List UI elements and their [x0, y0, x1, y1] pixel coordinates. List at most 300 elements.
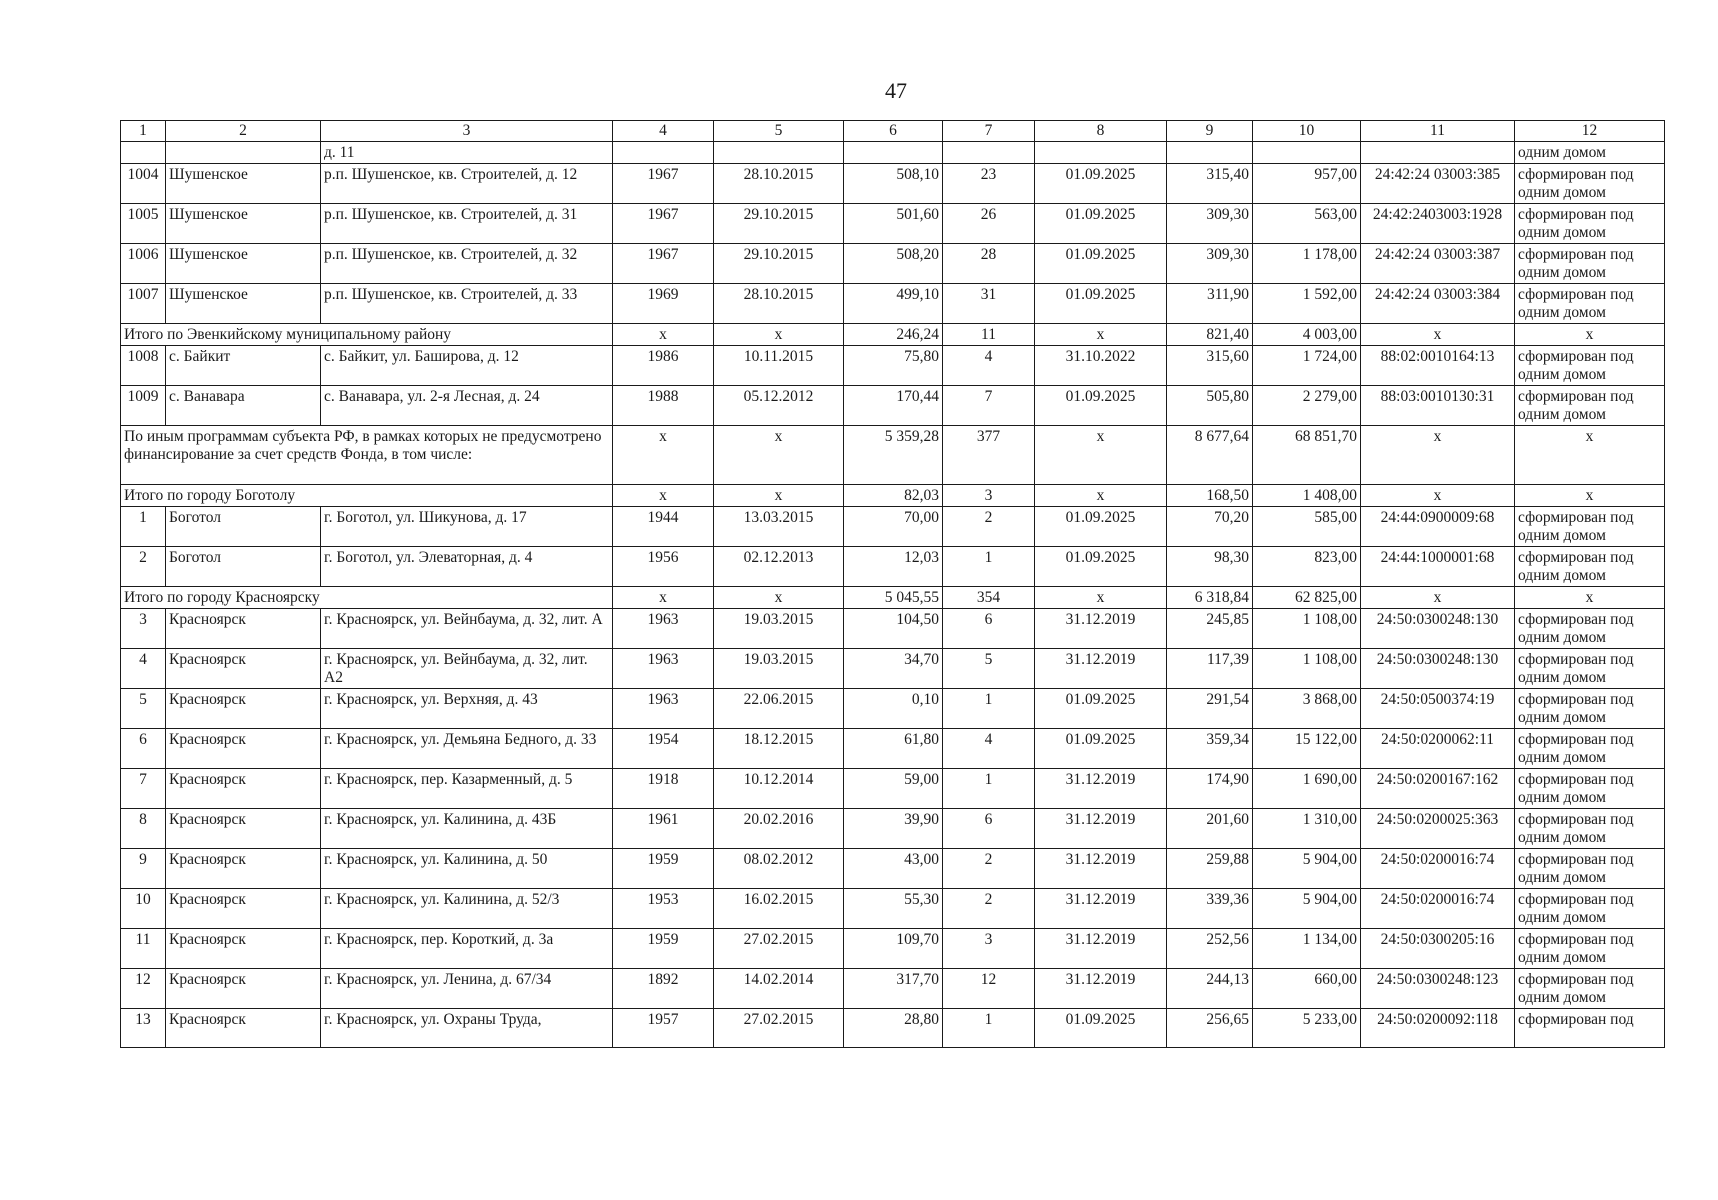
table-cell: 59,00 — [844, 769, 943, 809]
table-cell: 29.10.2015 — [714, 244, 844, 284]
table-cell: 01.09.2025 — [1035, 164, 1167, 204]
table-cell: сформирован под одним домом — [1515, 284, 1665, 324]
table-cell: 02.12.2013 — [714, 547, 844, 587]
table-cell: 01.09.2025 — [1035, 204, 1167, 244]
table-cell: 174,90 — [1167, 769, 1253, 809]
subtotal-cell: 5 045,55 — [844, 587, 943, 609]
table-cell: 3 — [121, 609, 166, 649]
housing-register-table — [120, 120, 1665, 1048]
table-cell: 75,80 — [844, 346, 943, 386]
table-cell: сформирован под одним домом — [1515, 689, 1665, 729]
table-cell: г. Красноярск, ул. Ленина, д. 67/34 — [321, 969, 613, 1009]
table-cell — [1035, 142, 1167, 164]
table-cell: Красноярск — [166, 649, 321, 689]
table-cell: г. Красноярск, ул. Калинина, д. 50 — [321, 849, 613, 889]
subtotal-cell: 5 359,28 — [844, 426, 943, 485]
table-cell: сформирован под одним домом — [1515, 244, 1665, 284]
subtotal-cell: x — [1035, 485, 1167, 507]
column-number-header: 8 — [1035, 121, 1167, 142]
table-cell: г. Боготол, ул. Элеваторная, д. 4 — [321, 547, 613, 587]
table-cell: 501,60 — [844, 204, 943, 244]
table-cell: 26 — [943, 204, 1035, 244]
table-cell: 1004 — [121, 164, 166, 204]
table-cell — [943, 142, 1035, 164]
table-cell: д. 11 — [321, 142, 613, 164]
table-cell: сформирован под одним домом — [1515, 729, 1665, 769]
table-cell: 23 — [943, 164, 1035, 204]
table-cell: 7 — [121, 769, 166, 809]
table-row — [121, 164, 1665, 204]
table-cell: 05.12.2012 — [714, 386, 844, 426]
table-row — [121, 609, 1665, 649]
table-cell: г. Красноярск, пер. Короткий, д. 3а — [321, 929, 613, 969]
table-cell: 01.09.2025 — [1035, 1009, 1167, 1048]
table-cell: Красноярск — [166, 849, 321, 889]
table-cell: 18.12.2015 — [714, 729, 844, 769]
table-cell: 1988 — [613, 386, 714, 426]
subtotal-cell: 8 677,64 — [1167, 426, 1253, 485]
table-cell: 1944 — [613, 507, 714, 547]
table-cell: 8 — [121, 809, 166, 849]
table-cell: 24:44:0900009:68 — [1361, 507, 1515, 547]
table-cell: 31.12.2019 — [1035, 969, 1167, 1009]
table-cell: 27.02.2015 — [714, 1009, 844, 1048]
table-cell: 1 — [943, 689, 1035, 729]
subtotal-cell: x — [714, 426, 844, 485]
table-cell: 31.12.2019 — [1035, 649, 1167, 689]
table-cell: 3 868,00 — [1253, 689, 1361, 729]
table-cell: 28,80 — [844, 1009, 943, 1048]
table-cell: 24:42:24 03003:385 — [1361, 164, 1515, 204]
table-cell: 31 — [943, 284, 1035, 324]
subtotal-cell: 82,03 — [844, 485, 943, 507]
column-number-header: 4 — [613, 121, 714, 142]
subtotal-cell: x — [613, 426, 714, 485]
table-cell: 01.09.2025 — [1035, 689, 1167, 729]
table-cell: 1 — [943, 547, 1035, 587]
table-cell: сформирован под одним домом — [1515, 769, 1665, 809]
table-cell: 12,03 — [844, 547, 943, 587]
table-cell: 505,80 — [1167, 386, 1253, 426]
table-cell: 259,88 — [1167, 849, 1253, 889]
table-cell: 15 122,00 — [1253, 729, 1361, 769]
table-cell: 1967 — [613, 164, 714, 204]
subtotal-cell: 3 — [943, 485, 1035, 507]
table-cell: 1 310,00 — [1253, 809, 1361, 849]
table-cell: 70,00 — [844, 507, 943, 547]
column-number-header: 10 — [1253, 121, 1361, 142]
table-cell: 2 — [121, 547, 166, 587]
table-cell: 13.03.2015 — [714, 507, 844, 547]
table-cell: сформирован под одним домом — [1515, 849, 1665, 889]
table-row — [121, 386, 1665, 426]
table-cell — [844, 142, 943, 164]
table-cell: сформирован под одним домом — [1515, 969, 1665, 1009]
table-cell: сформирован под одним домом — [1515, 809, 1665, 849]
table-cell: 1009 — [121, 386, 166, 426]
table-cell: 61,80 — [844, 729, 943, 769]
table-cell: 31.10.2022 — [1035, 346, 1167, 386]
table-cell: г. Боготол, ул. Шикунова, д. 17 — [321, 507, 613, 547]
header-row — [121, 121, 1665, 142]
subtotal-cell: x — [1035, 587, 1167, 609]
table-cell: г. Красноярск, пер. Казарменный, д. 5 — [321, 769, 613, 809]
table-cell: 6 — [121, 729, 166, 769]
table-cell: 5 904,00 — [1253, 889, 1361, 929]
table-cell: 5 904,00 — [1253, 849, 1361, 889]
table-row — [121, 142, 1665, 164]
table-cell: г. Красноярск, ул. Демьяна Бедного, д. 33 — [321, 729, 613, 769]
table-cell: Красноярск — [166, 889, 321, 929]
table-cell: 28.10.2015 — [714, 164, 844, 204]
table-cell: 24:50:0200025:363 — [1361, 809, 1515, 849]
table-cell: 20.02.2016 — [714, 809, 844, 849]
table-cell: 14.02.2014 — [714, 969, 844, 1009]
table-cell: 88:02:0010164:13 — [1361, 346, 1515, 386]
table-cell: 309,30 — [1167, 204, 1253, 244]
table-cell: с. Байкит — [166, 346, 321, 386]
table-cell: сформирован под одним домом — [1515, 889, 1665, 929]
table-cell: 244,13 — [1167, 969, 1253, 1009]
subtotal-cell: x — [1361, 426, 1515, 485]
table-cell: 10.11.2015 — [714, 346, 844, 386]
table-cell: 31.12.2019 — [1035, 769, 1167, 809]
table-cell: 1 — [943, 769, 1035, 809]
table-cell: 39,90 — [844, 809, 943, 849]
table-cell: 5 — [121, 689, 166, 729]
table-cell: 28.10.2015 — [714, 284, 844, 324]
table-cell: 256,65 — [1167, 1009, 1253, 1048]
table-cell: Красноярск — [166, 1009, 321, 1048]
table-cell: 170,44 — [844, 386, 943, 426]
table-cell: Красноярск — [166, 689, 321, 729]
table-cell: 24:42:24 03003:384 — [1361, 284, 1515, 324]
table-cell: 88:03:0010130:31 — [1361, 386, 1515, 426]
table-cell: р.п. Шушенское, кв. Строителей, д. 31 — [321, 204, 613, 244]
table-cell: 2 — [943, 849, 1035, 889]
table-cell: 1961 — [613, 809, 714, 849]
table-cell: сформирован под одним домом — [1515, 929, 1665, 969]
table-row — [121, 649, 1665, 689]
table-cell: 1005 — [121, 204, 166, 244]
table-cell: 499,10 — [844, 284, 943, 324]
table-cell: Шушенское — [166, 244, 321, 284]
table-cell: Шушенское — [166, 284, 321, 324]
table-cell: 01.09.2025 — [1035, 284, 1167, 324]
subtotal-label: Итого по городу Красноярску — [121, 587, 613, 609]
table-cell — [714, 142, 844, 164]
subtotal-cell: 354 — [943, 587, 1035, 609]
table-cell: 4 — [943, 346, 1035, 386]
table-cell: г. Красноярск, ул. Охраны Труда, — [321, 1009, 613, 1048]
subtotal-row — [121, 485, 1665, 507]
table-cell: 585,00 — [1253, 507, 1361, 547]
table-cell: 1008 — [121, 346, 166, 386]
table-cell: 70,20 — [1167, 507, 1253, 547]
table-cell: 2 — [943, 889, 1035, 929]
subtotal-cell: x — [613, 587, 714, 609]
subtotal-cell: 1 408,00 — [1253, 485, 1361, 507]
table-row — [121, 729, 1665, 769]
table-cell: 27.02.2015 — [714, 929, 844, 969]
table-cell: р.п. Шушенское, кв. Строителей, д. 12 — [321, 164, 613, 204]
table-row — [121, 346, 1665, 386]
table-cell: 01.09.2025 — [1035, 547, 1167, 587]
table-cell: 24:50:0200062:11 — [1361, 729, 1515, 769]
table-cell: Красноярск — [166, 769, 321, 809]
table-cell: 01.09.2025 — [1035, 386, 1167, 426]
subtotal-cell: x — [1035, 426, 1167, 485]
table-cell: 24:50:0200092:118 — [1361, 1009, 1515, 1048]
subtotal-cell: 6 318,84 — [1167, 587, 1253, 609]
table-cell: р.п. Шушенское, кв. Строителей, д. 33 — [321, 284, 613, 324]
table-cell: 508,10 — [844, 164, 943, 204]
table-cell: 19.03.2015 — [714, 609, 844, 649]
column-number-header: 1 — [121, 121, 166, 142]
table-cell: 359,34 — [1167, 729, 1253, 769]
table-cell: с. Ванавара — [166, 386, 321, 426]
table-cell: 1 178,00 — [1253, 244, 1361, 284]
table-cell: 1969 — [613, 284, 714, 324]
table-cell: 245,85 — [1167, 609, 1253, 649]
table-cell: 24:50:0200016:74 — [1361, 849, 1515, 889]
table-cell: 5 — [943, 649, 1035, 689]
subtotal-cell: 377 — [943, 426, 1035, 485]
subtotal-cell: x — [1035, 324, 1167, 346]
table-cell: 24:50:0200016:74 — [1361, 889, 1515, 929]
table-cell: 08.02.2012 — [714, 849, 844, 889]
table-row — [121, 689, 1665, 729]
table-cell: 1963 — [613, 649, 714, 689]
table-cell: 1006 — [121, 244, 166, 284]
table-cell: 6 — [943, 809, 1035, 849]
table-cell: 957,00 — [1253, 164, 1361, 204]
table-cell: 309,30 — [1167, 244, 1253, 284]
table-row — [121, 929, 1665, 969]
subtotal-cell: x — [714, 485, 844, 507]
subtotal-cell: x — [1361, 587, 1515, 609]
table-cell: 1 108,00 — [1253, 609, 1361, 649]
subtotal-cell: 821,40 — [1167, 324, 1253, 346]
table-cell: 117,39 — [1167, 649, 1253, 689]
subtotal-cell: 168,50 — [1167, 485, 1253, 507]
subtotal-row — [121, 587, 1665, 609]
table-cell: 16.02.2015 — [714, 889, 844, 929]
table-cell: 1959 — [613, 929, 714, 969]
column-number-header: 6 — [844, 121, 943, 142]
table-cell: 01.09.2025 — [1035, 729, 1167, 769]
table-cell: 1892 — [613, 969, 714, 1009]
table-cell: 22.06.2015 — [714, 689, 844, 729]
table-cell: 31.12.2019 — [1035, 809, 1167, 849]
table-cell: 1 592,00 — [1253, 284, 1361, 324]
table-cell: 13 — [121, 1009, 166, 1048]
table-cell: 823,00 — [1253, 547, 1361, 587]
table-row — [121, 547, 1665, 587]
table-cell: 31.12.2019 — [1035, 609, 1167, 649]
table-cell: 55,30 — [844, 889, 943, 929]
table-cell: г. Красноярск, ул. Калинина, д. 43Б — [321, 809, 613, 849]
table-cell: 6 — [943, 609, 1035, 649]
table-cell: 315,40 — [1167, 164, 1253, 204]
table-cell: 3 — [943, 929, 1035, 969]
subtotal-row — [121, 426, 1665, 485]
table-cell: сформирован под одним домом — [1515, 164, 1665, 204]
subtotal-cell: x — [613, 324, 714, 346]
subtotal-cell: 11 — [943, 324, 1035, 346]
table-cell: 01.09.2025 — [1035, 244, 1167, 284]
table-row — [121, 507, 1665, 547]
subtotal-cell: x — [1361, 485, 1515, 507]
column-number-header: 9 — [1167, 121, 1253, 142]
table-cell: 4 — [943, 729, 1035, 769]
table-cell: Боготол — [166, 547, 321, 587]
table-cell: 563,00 — [1253, 204, 1361, 244]
table-cell: Красноярск — [166, 969, 321, 1009]
table-row — [121, 1009, 1665, 1048]
table-cell: сформирован под одним домом — [1515, 346, 1665, 386]
table-cell: 311,90 — [1167, 284, 1253, 324]
subtotal-cell: x — [1515, 587, 1665, 609]
table-cell: 1 724,00 — [1253, 346, 1361, 386]
subtotal-cell: x — [714, 587, 844, 609]
subtotal-label: По иным программам субъекта РФ, в рамках которых не предусмотрено финансирование за счет средств Фонда, в том числе: — [121, 426, 613, 485]
table-cell: 0,10 — [844, 689, 943, 729]
table-cell: 1967 — [613, 244, 714, 284]
table-cell: 315,60 — [1167, 346, 1253, 386]
table-cell: 24:50:0200167:162 — [1361, 769, 1515, 809]
table-cell: 9 — [121, 849, 166, 889]
table-cell: 43,00 — [844, 849, 943, 889]
table-cell: 34,70 — [844, 649, 943, 689]
table-cell: 1 690,00 — [1253, 769, 1361, 809]
table-cell: 2 279,00 — [1253, 386, 1361, 426]
table-cell: 104,50 — [844, 609, 943, 649]
table-cell: 24:44:1000001:68 — [1361, 547, 1515, 587]
table-cell: с. Байкит, ул. Баширова, д. 12 — [321, 346, 613, 386]
table-cell: г. Красноярск, ул. Вейнбаума, д. 32, лит. А2 — [321, 649, 613, 689]
subtotal-cell: x — [613, 485, 714, 507]
table-cell: 2 — [943, 507, 1035, 547]
table-cell: 24:50:0500374:19 — [1361, 689, 1515, 729]
table-cell: 252,56 — [1167, 929, 1253, 969]
table-cell: сформирован под одним домом — [1515, 609, 1665, 649]
table-cell: сформирован под одним домом — [1515, 649, 1665, 689]
table-cell: 12 — [943, 969, 1035, 1009]
table-cell: 1967 — [613, 204, 714, 244]
table-cell: 1956 — [613, 547, 714, 587]
table-cell: сформирован под — [1515, 1009, 1665, 1048]
table-cell: Шушенское — [166, 164, 321, 204]
column-number-header: 11 — [1361, 121, 1515, 142]
subtotal-cell: x — [1515, 426, 1665, 485]
table-cell: р.п. Шушенское, кв. Строителей, д. 32 — [321, 244, 613, 284]
table-cell: 291,54 — [1167, 689, 1253, 729]
table-cell: 5 233,00 — [1253, 1009, 1361, 1048]
table-cell: 19.03.2015 — [714, 649, 844, 689]
table-row — [121, 849, 1665, 889]
table-cell: 1963 — [613, 689, 714, 729]
subtotal-cell: 246,24 — [844, 324, 943, 346]
table-cell: 10.12.2014 — [714, 769, 844, 809]
table-cell: 1963 — [613, 609, 714, 649]
table-cell: 31.12.2019 — [1035, 849, 1167, 889]
table-cell: 1 108,00 — [1253, 649, 1361, 689]
table-cell: 24:42:2403003:1928 — [1361, 204, 1515, 244]
table-row — [121, 244, 1665, 284]
subtotal-row — [121, 324, 1665, 346]
table-cell: 24:42:24 03003:387 — [1361, 244, 1515, 284]
table-row — [121, 969, 1665, 1009]
table-cell: 31.12.2019 — [1035, 929, 1167, 969]
table-cell: 28 — [943, 244, 1035, 284]
table-cell — [1167, 142, 1253, 164]
subtotal-cell: x — [1515, 485, 1665, 507]
table-cell: 4 — [121, 649, 166, 689]
table-cell: 1 — [943, 1009, 1035, 1048]
table-cell: Красноярск — [166, 929, 321, 969]
subtotal-cell: 62 825,00 — [1253, 587, 1361, 609]
table-cell: 24:50:0300248:130 — [1361, 609, 1515, 649]
table-cell: 1954 — [613, 729, 714, 769]
table-cell — [121, 142, 166, 164]
table-cell: сформирован под одним домом — [1515, 507, 1665, 547]
column-number-header: 5 — [714, 121, 844, 142]
table-cell: сформирован под одним домом — [1515, 386, 1665, 426]
subtotal-cell: x — [1515, 324, 1665, 346]
column-number-header: 3 — [321, 121, 613, 142]
table-cell: 1 — [121, 507, 166, 547]
table-cell: 1986 — [613, 346, 714, 386]
subtotal-cell: x — [1361, 324, 1515, 346]
subtotal-label: Итого по Эвенкийскому муниципальному району — [121, 324, 613, 346]
table-cell: 98,30 — [1167, 547, 1253, 587]
table-cell: сформирован под одним домом — [1515, 547, 1665, 587]
table-cell: с. Ванавара, ул. 2-я Лесная, д. 24 — [321, 386, 613, 426]
table-cell: 660,00 — [1253, 969, 1361, 1009]
table-cell: 24:50:0300248:130 — [1361, 649, 1515, 689]
table-cell: 24:50:0300248:123 — [1361, 969, 1515, 1009]
subtotal-cell: 68 851,70 — [1253, 426, 1361, 485]
table-cell: 508,20 — [844, 244, 943, 284]
table-cell: Шушенское — [166, 204, 321, 244]
table-row — [121, 769, 1665, 809]
table-cell: 24:50:0300205:16 — [1361, 929, 1515, 969]
table-cell: 29.10.2015 — [714, 204, 844, 244]
table-cell: 1 134,00 — [1253, 929, 1361, 969]
table-cell: 12 — [121, 969, 166, 1009]
table-cell: 1957 — [613, 1009, 714, 1048]
table-cell: 339,36 — [1167, 889, 1253, 929]
page-number: 47 — [885, 78, 907, 103]
table-cell: г. Красноярск, ул. Верхняя, д. 43 — [321, 689, 613, 729]
table-cell: 201,60 — [1167, 809, 1253, 849]
table-row — [121, 809, 1665, 849]
table-cell: Красноярск — [166, 609, 321, 649]
table-cell: 7 — [943, 386, 1035, 426]
table-cell: 1959 — [613, 849, 714, 889]
table-cell: Боготол — [166, 507, 321, 547]
table-cell — [1361, 142, 1515, 164]
table-cell — [613, 142, 714, 164]
table-cell: 317,70 — [844, 969, 943, 1009]
column-number-header: 7 — [943, 121, 1035, 142]
table-cell — [166, 142, 321, 164]
subtotal-cell: x — [714, 324, 844, 346]
table-cell: 10 — [121, 889, 166, 929]
table-cell: сформирован под одним домом — [1515, 204, 1665, 244]
table-cell — [1253, 142, 1361, 164]
